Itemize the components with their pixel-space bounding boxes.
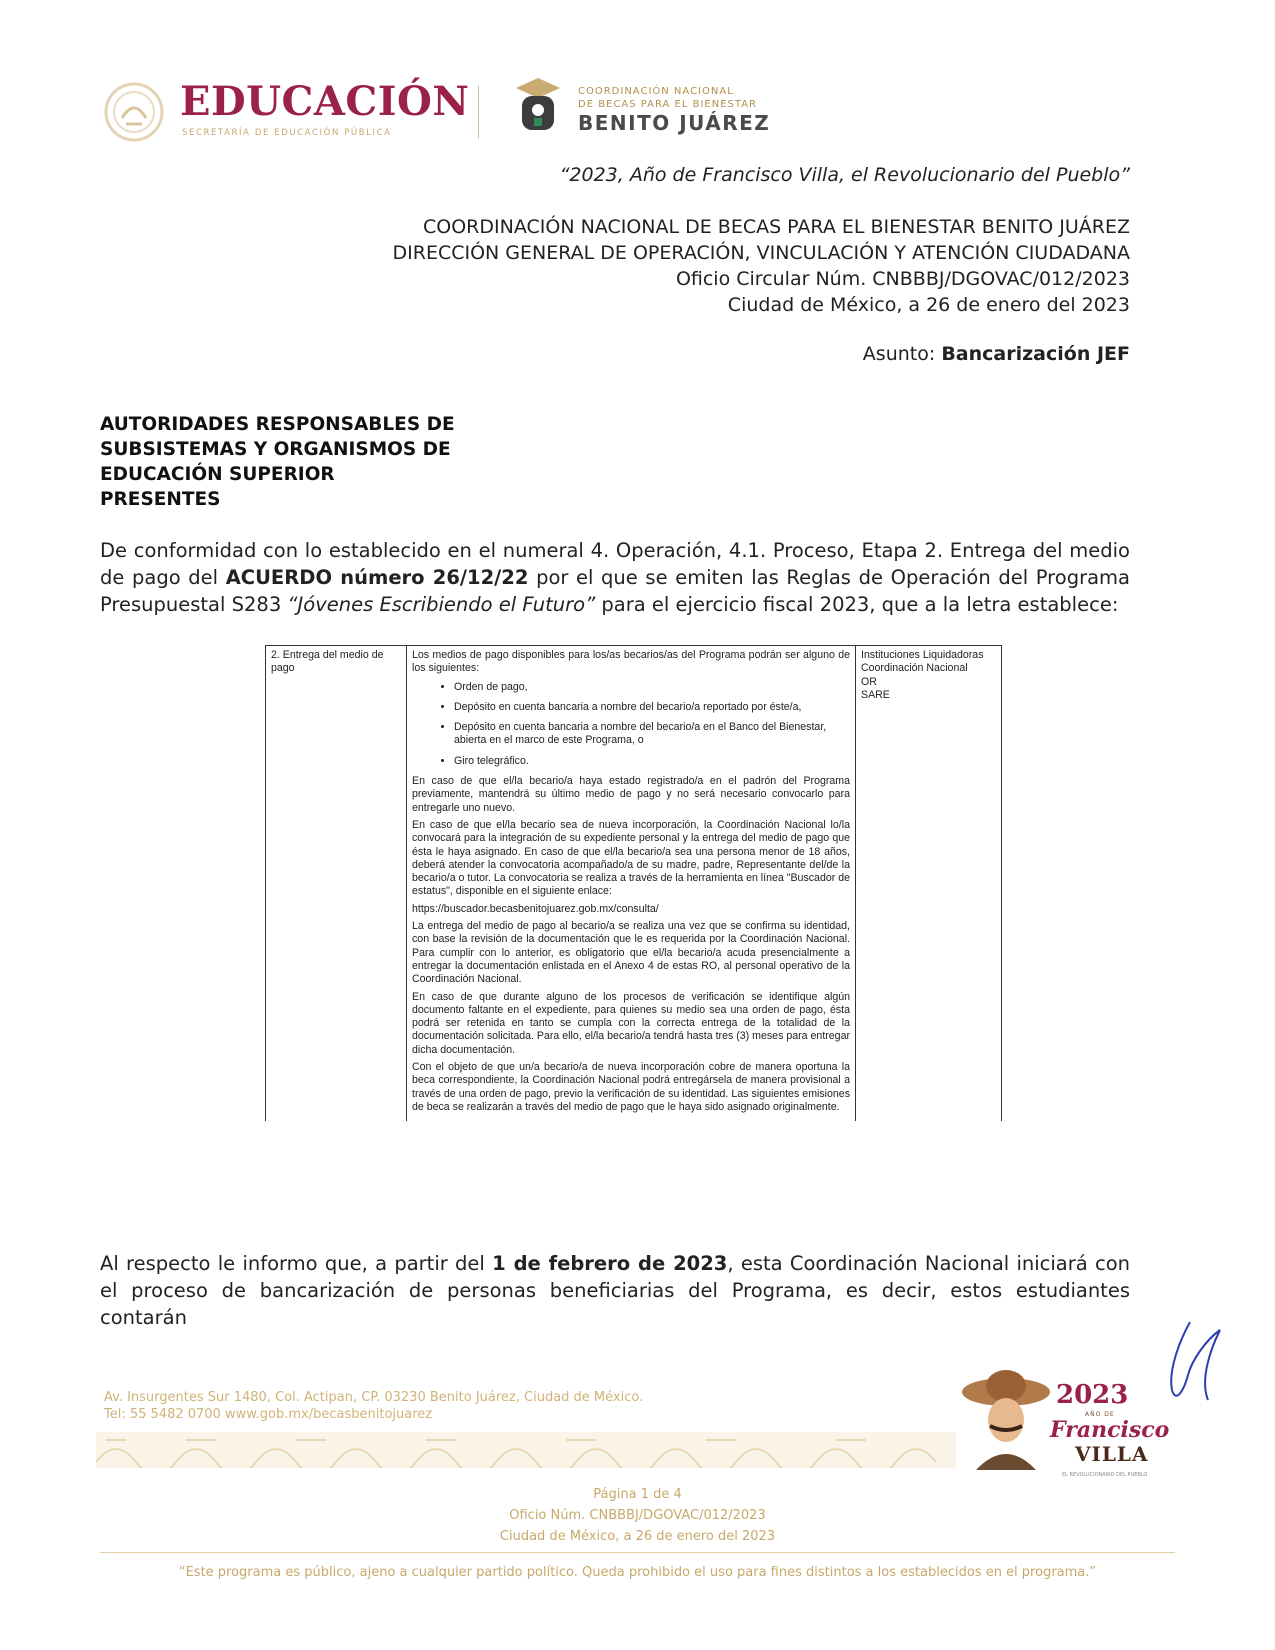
bj-name: BENITO JUÁREZ [578,111,771,135]
recipients [100,412,455,512]
year-motto: “2023, Año de Francisco Villa, el Revolucionario del Pueblo” [559,164,1130,186]
table-row [266,646,1002,1122]
intro-paragraph [100,537,1130,618]
responsible-item: SARE [861,688,890,701]
letterhead-line: Oficio Circular Núm. CNBBBJ/DGOVAC/012/2023 [675,268,1130,290]
letterhead-line: COORDINACIÓN NACIONAL DE BECAS PARA EL BIENESTAR BENITO JUÁREZ [423,216,1130,238]
footer-address: Av. Insurgentes Sur 1480, Col. Actipan, CP. 03230 Benito Juárez, Ciudad de México. [104,1390,644,1405]
footer-contact: Tel: 55 5482 0700 www.gob.mx/becasbenitojuarez [104,1407,433,1422]
recipient-line: AUTORIDADES RESPONSABLES DE [100,414,455,435]
edu-title: EDUCACIÓN [180,78,470,125]
responsible-item: Coordinación Nacional [861,662,968,675]
header-divider [478,86,479,138]
table-paragraph: En caso de que el/la becario/a haya estado registrado/a en el padrón del Programa previamente, mantendrá su último medio de pago y no será necesario convocarlo para entregarle uno nuevo. [412,775,850,814]
footer-disclaimer: “Este programa es público, ajeno a cualquier partido político. Queda prohibido el uso para fines distintos a los establecidos en el programa.” [178,1565,1097,1580]
list-item: • Giro telegráfico. [454,755,850,768]
body-paragraph [100,1250,1130,1331]
start-date: 1 de febrero de 2023 [492,1252,728,1275]
rules-table [265,645,1002,1121]
table-paragraph: En caso de que el/la becario sea de nueva incorporación, la Coordinación Nacional lo/la convocará para la integración de su expediente personal y la entrega del medio de pago que ésta le haya asignado. En caso de que el/la becario/a sea una persona menor de 18 años, deberá atender la convocatoria acompañado/a de su madre, padre, Representante del/de la becario/a o tutor. La convocatoria se realiza a través de la herramienta en línea "Buscador de estatus", disponible en el siguiente enlace: [412,818,850,898]
table-paragraph: Con el objeto de que un/a becario/a de nueva incorporación cobre de manera oportuna la beca correspondiente, la Coordinación Nacional podrá entregársela de manera provisional a través de una orden de pago, previo la verificación de su identidad. Las siguientes emisiones de beca se realizarán a través del medio de pago que le haya sido asignado originalmente. [412,1061,850,1113]
footer-oficio: Oficio Núm. CNBBBJ/DGOVAC/012/2023 [509,1508,766,1523]
text-run: , esta Coordinación Nacional iniciará con el proceso de bancarización de personas beneficiarias del Programa, es decir, estos estudiantes contarán [100,1252,1131,1329]
recipient-line: PRESENTES [100,489,221,510]
villa-francisco: Francisco [1050,1417,1170,1443]
table-paragraph: Los medios de pago disponibles para los/as becarios/as del Programa podrán ser alguno de los siguientes: [412,649,850,675]
text-run: De conformidad con lo establecido en el numeral 4. Operación, 4.1. Proceso, Etapa 2. Entrega del medio de pago del [100,539,1130,589]
text-run: para el ejercicio fiscal 2023, que a la letra establece: [595,593,1119,616]
villa-year: 2023 [1056,1380,1129,1410]
letterhead-line: Ciudad de México, a 26 de enero del 2023 [727,294,1130,316]
signature-icon [1150,1320,1230,1410]
recipient-line: SUBSISTEMAS Y ORGANISMOS DE [100,439,451,460]
villa-ano: AÑO DE [1085,1411,1115,1418]
bj-line2: DE BECAS PARA EL BIENESTAR [578,99,757,110]
responsible-item: Instituciones Liquidadoras [861,649,984,661]
table-paragraph: La entrega del medio de pago al becario/a se realiza una vez que se confirma su identidad, con base la revisión de la documentación que le es requerida por la Coordinación Nacional. Para cumplir con lo anterior, es obligatorio que el/la becario/a acuda presencialmente a entregar la documentación enlistada en el Anexo 4 de estas RO, al personal operativo de la Coordinación Nacional. [412,920,850,986]
responsible-item: OR [861,675,877,688]
table-paragraph: En caso de que durante alguno de los procesos de verificación se identifique algún documento faltante en el expediente, para quienes su medio sea una orden de pago, ésta podrá ser retenida en tanto se cumpla con la correcta entrega de la totalidad de la documentación solicitada. Para ello, el/la becario/a tendrá hasta tres (3) meses para entregar dicha documentación. [412,990,850,1056]
francisco-villa-portrait-icon [960,1362,1052,1470]
bj-line1: COORDINACIÓN NACIONAL [578,86,734,97]
stage-cell: 2. Entrega del medio de pago [266,646,407,1122]
list-item: • Orden de pago, [454,681,850,694]
text-run: Al respecto le informo que, a partir del [100,1252,493,1275]
list-item: • Depósito en cuenta bancaria a nombre del becario/a en el Banco del Bienestar, abierta en el marco de este Programa, o [454,721,850,748]
subject-label: Asunto: [862,343,936,365]
edu-subtitle: SECRETARÍA DE EDUCACIÓN PÚBLICA [182,128,392,138]
villa-subtitle: EL REVOLUCIONARIO DEL PUEBLO [1062,1472,1148,1478]
becas-logo-icon [512,74,564,142]
subject [863,343,1130,365]
footer-date: Ciudad de México, a 26 de enero del 2023 [499,1529,776,1544]
list-item: • Depósito en cuenta bancaria a nombre del becario/a reportado por éste/a, [454,701,850,714]
mexico-seal-icon [100,80,170,144]
text-run: por el que se emiten las Reglas de Operación del Programa Presupuestal S283 [100,566,1130,616]
responsible-cell [856,646,1002,1122]
status-link[interactable]: https://buscador.becasbenitojuarez.gob.mx/consulta/ [412,902,659,915]
activity-cell [407,646,856,1122]
footer-divider [100,1552,1175,1553]
recipient-line: EDUCACIÓN SUPERIOR [100,464,335,485]
letterhead-line: DIRECCIÓN GENERAL DE OPERACIÓN, VINCULACIÓN Y ATENCIÓN CIUDADANA [392,242,1130,264]
letterhead [393,214,1130,318]
decorative-pattern [96,1432,956,1468]
footer-page: Página 1 de 4 [593,1487,682,1502]
payment-methods-list [412,681,850,768]
program-name: “Jóvenes Escribiendo el Futuro” [287,593,596,616]
subject-value: Bancarización JEF [941,343,1130,365]
villa-villa: VILLA [1075,1442,1149,1466]
agreement-number: ACUERDO número 26/12/22 [225,566,529,589]
